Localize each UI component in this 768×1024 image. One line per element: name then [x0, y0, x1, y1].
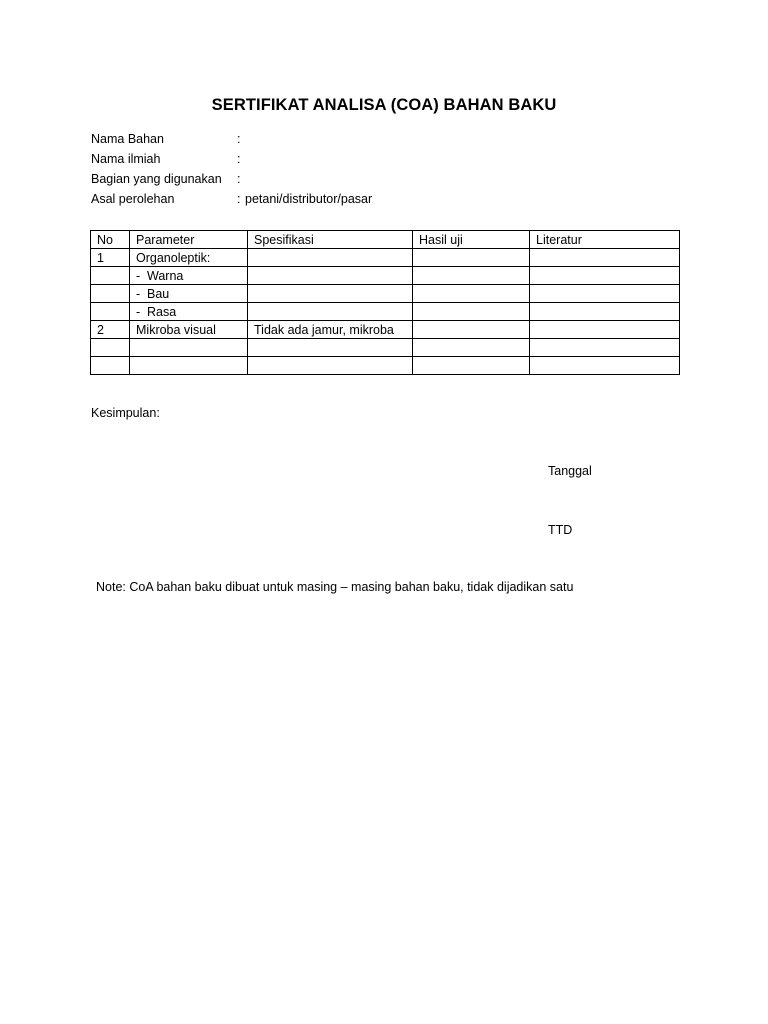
header-no: No	[91, 231, 130, 249]
cell-no	[91, 303, 130, 321]
table-row	[91, 285, 680, 303]
table-header-row	[91, 231, 680, 249]
cell-hasil-uji	[413, 267, 530, 285]
cell-spesifikasi	[248, 249, 413, 267]
cell-no	[91, 285, 130, 303]
cell-hasil-uji	[413, 339, 530, 357]
field-colon: :	[237, 152, 241, 166]
cell-literatur	[530, 267, 680, 285]
analysis-table	[90, 230, 680, 375]
cell-hasil-uji	[413, 357, 530, 375]
cell-literatur	[530, 321, 680, 339]
cell-no	[91, 267, 130, 285]
cell-no: 2	[91, 321, 130, 339]
table-row	[91, 249, 680, 267]
header-spesifikasi: Spesifikasi	[248, 231, 413, 249]
cell-spesifikasi	[248, 303, 413, 321]
cell-spesifikasi	[248, 267, 413, 285]
field-label: Bagian yang digunakan	[91, 172, 222, 186]
table-row	[91, 303, 680, 321]
field-label: Nama ilmiah	[91, 152, 161, 166]
header-hasil-uji: Hasil uji	[413, 231, 530, 249]
cell-no: 1	[91, 249, 130, 267]
bullet-dash: -	[136, 286, 141, 301]
cell-spesifikasi	[248, 357, 413, 375]
field-value: petani/distributor/pasar	[245, 192, 373, 206]
bullet-dash: -	[136, 304, 141, 319]
cell-no	[91, 339, 130, 357]
cell-parameter	[130, 285, 248, 303]
kesimpulan-label: Kesimpulan:	[91, 406, 160, 420]
table-row	[91, 357, 680, 375]
cell-literatur	[530, 357, 680, 375]
cell-parameter	[130, 357, 248, 375]
field-label: Nama Bahan	[91, 132, 164, 146]
cell-spesifikasi: Tidak ada jamur, mikroba	[248, 321, 413, 339]
cell-hasil-uji	[413, 321, 530, 339]
cell-parameter: Organoleptik:	[130, 249, 248, 267]
table-row	[91, 339, 680, 357]
cell-literatur	[530, 285, 680, 303]
bullet-dash: -	[136, 268, 141, 283]
tanggal-label: Tanggal	[548, 464, 592, 478]
note-text: Note: CoA bahan baku dibuat untuk masing – masing bahan baku, tidak dijadikan satu	[96, 580, 574, 594]
field-colon: :	[237, 132, 241, 146]
cell-hasil-uji	[413, 249, 530, 267]
document-title: SERTIFIKAT ANALISA (COA) BAHAN BAKU	[211, 96, 557, 114]
cell-spesifikasi	[248, 339, 413, 357]
cell-literatur	[530, 303, 680, 321]
cell-literatur	[530, 339, 680, 357]
parameter-label: Bau	[147, 286, 170, 301]
field-colon: :	[237, 172, 241, 186]
parameter-label: Warna	[147, 268, 184, 283]
header-literatur: Literatur	[530, 231, 680, 249]
cell-literatur	[530, 249, 680, 267]
cell-parameter: Mikroba visual	[130, 321, 248, 339]
ttd-label: TTD	[548, 523, 573, 537]
cell-parameter	[130, 339, 248, 357]
cell-parameter	[130, 267, 248, 285]
cell-hasil-uji	[413, 285, 530, 303]
table-row	[91, 321, 680, 339]
cell-parameter	[130, 303, 248, 321]
parameter-label: Rasa	[147, 304, 177, 319]
header-parameter: Parameter	[130, 231, 248, 249]
field-label: Asal perolehan	[91, 192, 175, 206]
field-colon: :	[237, 192, 241, 206]
cell-spesifikasi	[248, 285, 413, 303]
table-row	[91, 267, 680, 285]
cell-no	[91, 357, 130, 375]
cell-hasil-uji	[413, 303, 530, 321]
